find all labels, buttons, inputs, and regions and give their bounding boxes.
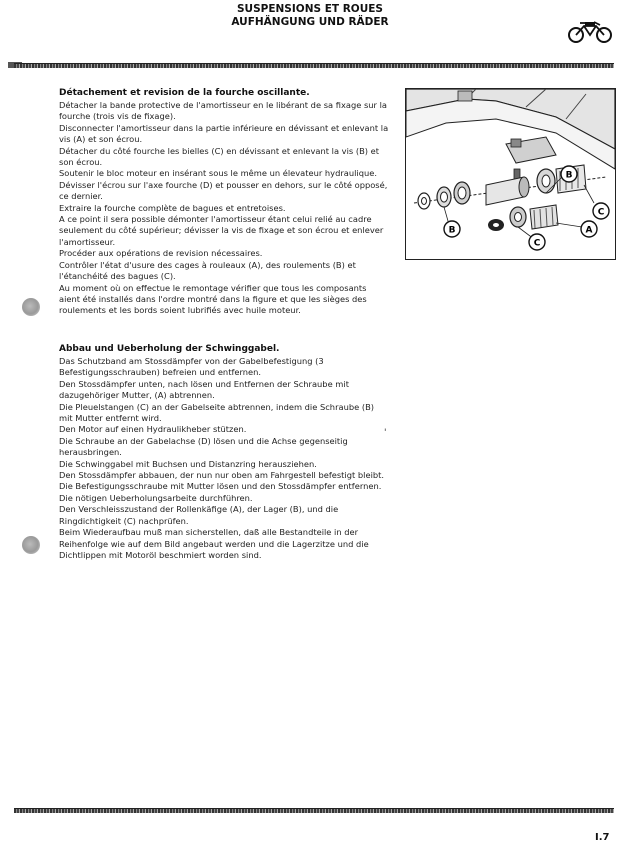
header-title-fr: SUSPENSIONS ET ROUES: [237, 3, 383, 15]
section-fr: [59, 87, 389, 317]
svg-text:A: A: [585, 225, 593, 236]
svg-text:C: C: [533, 238, 541, 249]
paragraph: Détacher la bande protective de l'amortisseur en le libérant de sa fixage sur la fourche (trois vis de fixage).: [59, 100, 387, 122]
section-de: [59, 343, 389, 561]
callout-b-right: [561, 166, 577, 182]
paragraph: Détacher du côté fourche les bielles (C) en dévissant et enlevant la vis (B) et son écrou.: [59, 145, 380, 168]
margin-mark: ': [384, 428, 387, 438]
paragraph: Den Motor auf einen Hydraulikheber stützen.: [59, 424, 247, 435]
paragraph: Dévisser l'écrou sur l'axe fourche (D) et pousser en dehors, sur le côté opposé, ce dernier.: [59, 179, 388, 202]
paragraph: Beim Wiederaufbau muß man sicherstellen, daß alle Bestandteile in der Reihenfolge wie auf dem Bild angebaut werden und die Lagerzitze und die Dichtlippen mit Motoröl beschmiert worden sind.: [59, 527, 369, 560]
paragraph: Contrôler l'état d'usure des cages à rouleaux (A), des roulements (B) et l'étanchéité des bagues (C).: [59, 259, 356, 282]
callout-a: [581, 221, 597, 237]
motorcycle-icon: [566, 16, 614, 44]
paragraph: Den Stossdämpfer unten, nach lösen und Entfernen der Schraube mit dazugehöriger Mutter, (A) abtrennen.: [59, 378, 349, 401]
header-title-de: AUFHÄNGUNG UND RÄDER: [231, 16, 389, 28]
paragraph: Au moment où on effectue le remontage vérifier que tous les composants aient été installés dans l'ordre montré dans la figure et que les sièges des roulements et les bords soient lubrifiés avec huile moteur.: [59, 282, 367, 316]
paragraph: Die Schwinggabel mit Buchsen und Distanzring herausziehen.: [59, 458, 317, 469]
swingarm-exploded-diagram: [405, 88, 616, 260]
bottom-rule: [14, 808, 614, 813]
page-header: [170, 3, 450, 29]
section-fr-title: Détachement et revision de la fourche oscillante.: [59, 88, 310, 98]
svg-text:B: B: [565, 170, 573, 181]
paragraph: Den Verschleisszustand der Rollenkäfige (A), der Lager (B), und die Ringdichtigkeit (C) nachprüfen.: [59, 504, 339, 526]
svg-text:C: C: [597, 207, 605, 218]
paragraph: Die Schraube an der Gabelachse (D) lösen und die Achse gegenseitig herausbringen.: [59, 435, 348, 458]
paragraph: Extraire la fourche complète de bagues et entretoises.: [59, 202, 286, 213]
paragraph: Disconnecter l'amortisseur dans la partie inférieure en dévissant et enlevant la vis (A) et son écrou.: [59, 122, 389, 145]
paragraph: A ce point il sera possible démonter l'amortisseur étant celui relié au cadre seulement du côté supérieur; dévisser la vis de fixage et son écrou et enlever l'amortisseur.: [59, 214, 384, 247]
paragraph: Die Pleuelstangen (C) an der Gabelseite abtrennen, indem die Schraube (B) mit Mutter entfernt wird.: [59, 401, 374, 424]
callout-c-lower: [529, 234, 545, 250]
svg-text:B: B: [448, 225, 456, 236]
paragraph: Den Stossdämpfer abbauen, der nun nur oben am Fahrgestell befestigt bleibt.: [59, 470, 385, 481]
section-de-title: Abbau und Ueberholung der Schwinggabel.: [59, 344, 280, 354]
paragraph: Die nötigen Ueberholungsarbeite durchführen.: [59, 492, 253, 503]
callout-b-left: [444, 221, 460, 237]
callout-c-right: [593, 203, 609, 219]
binder-hole: [22, 536, 40, 554]
page-number: I.7: [595, 832, 610, 843]
binder-hole: [22, 298, 40, 316]
paragraph: Das Schutzband am Stossdämpfer von der Gabelbefestigung (3 Befestigungsschrauben) befreien und entfernen.: [59, 356, 324, 378]
top-rule: [14, 63, 614, 68]
paragraph: Die Befestigungsschraube mit Mutter lösen und den Stossdämpfer entfernen.: [59, 481, 382, 492]
paragraph: Procéder aux opérations de revision nécessaires.: [59, 248, 263, 259]
paragraph: Soutenir le bloc moteur en insérant sous le même un élevateur hydraulique.: [59, 168, 377, 179]
